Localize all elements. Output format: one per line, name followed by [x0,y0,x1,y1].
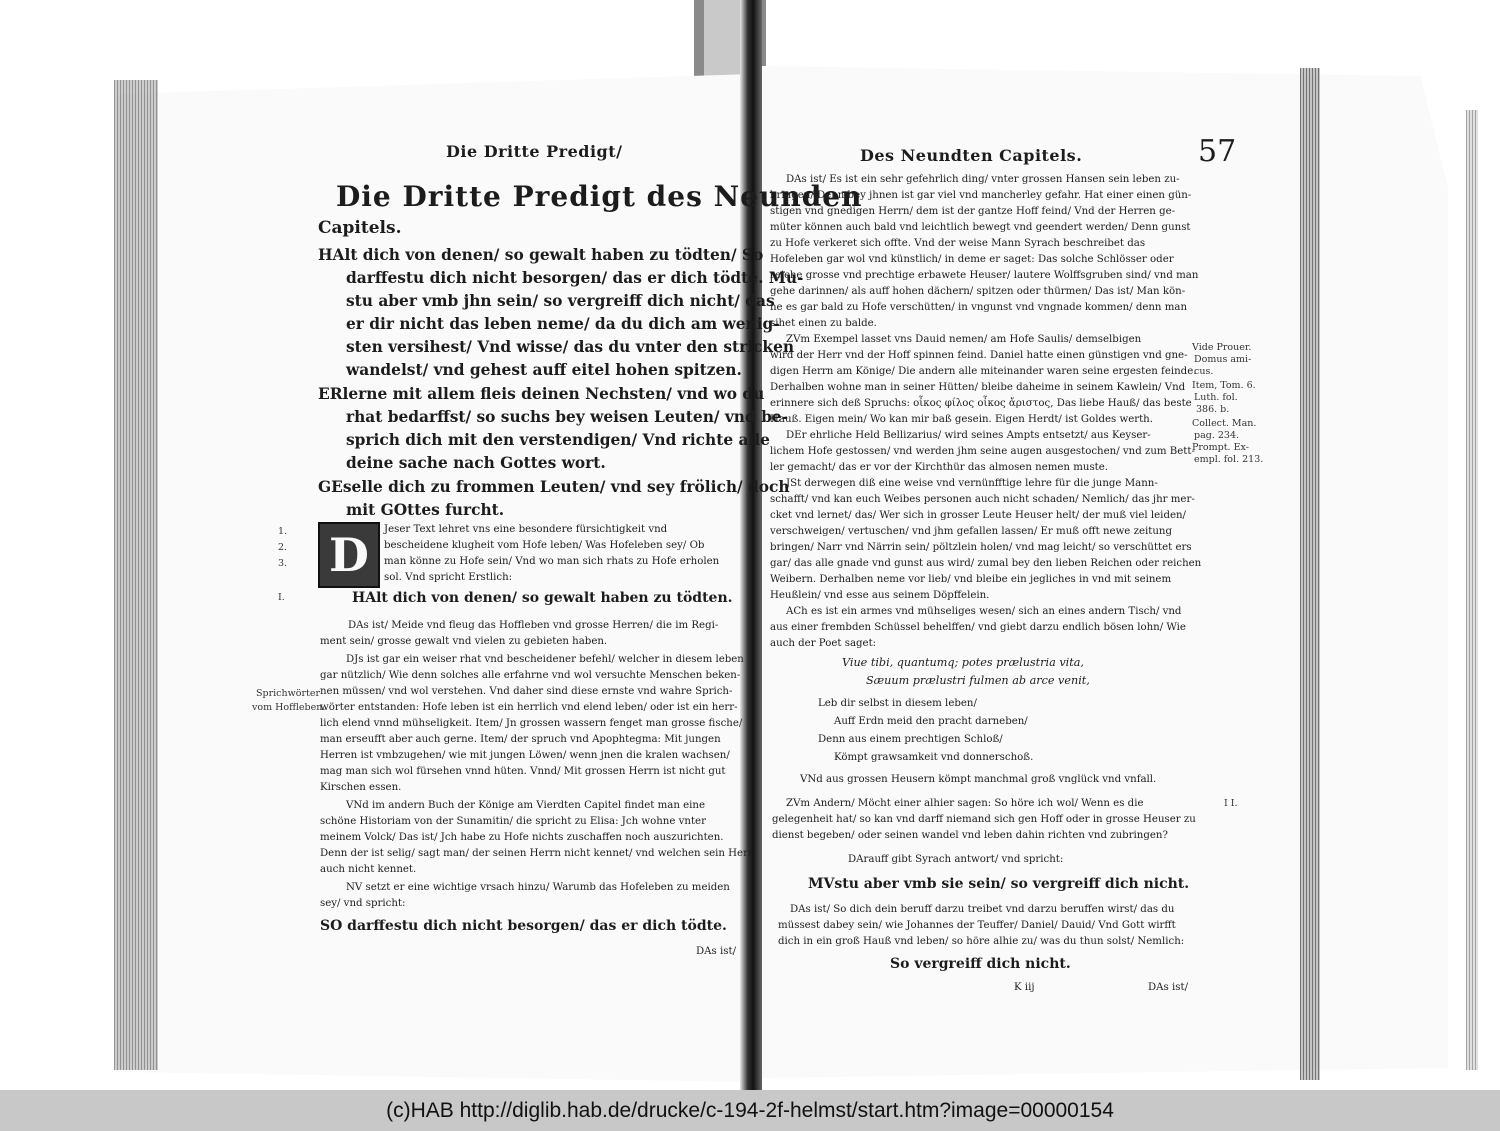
verse-line: darffestu dich nicht besorgen/ das er dich tödte. Mu- [346,269,804,287]
para-line: auch der Poet saget: [770,638,877,649]
para-line: Weibern. Derhalben neme vor lieb/ vnd bleibe ein jegliches in vnd mit seinem [770,574,1172,585]
para-line: DAs ist/ So dich dein beruff darzu treibet vnd darzu beruffen wirst/ das du [790,904,1175,915]
para-line: ler gemacht/ das er vor der Kirchthür das almosen nemen muste. [770,462,1109,473]
chapter-subtitle: Capitels. [318,218,402,238]
para-line: Denn der ist selig/ sagt man/ der seinen Herrn nicht kennet/ vnd welchen sein Herr [320,848,753,859]
scripture-quote: HAlt dich von denen/ so gewalt haben zu tödten. [352,590,733,606]
para-line: schafft/ vnd kan euch Weibes personen auch nicht schaden/ Nemlich/ das jhr mer- [770,494,1195,505]
right-page-edge-outer [1466,110,1478,1070]
marginal-note: Vide Prouer. [1192,342,1252,353]
intro-line: sol. Vnd spricht Erstlich: [384,572,513,583]
catchword: DAs ist/ [696,946,737,957]
para-line: meinem Volck/ Das ist/ Jch habe zu Hofe nichts zuschaffen noch auszurichten. [320,832,724,843]
scripture-quote: MVstu aber vmb sie sein/ so vergreiff dich nicht. [808,876,1190,892]
para-line: VNd im andern Buch der Könige am Vierdten Capitel findet man eine [346,800,705,811]
para-line: gehe darinnen/ als auff hohen dächern/ spitzen oder thürmen/ Das ist/ Man kön- [770,286,1186,297]
marginal-note: empl. fol. 213. [1194,454,1264,465]
page-number: 57 [1198,134,1237,169]
right-running-head: Des Neundten Capitels. [860,146,1083,165]
verse-line: sten versihest/ Vnd wisse/ das du vnter den stricken [346,338,795,356]
para-line: ZVm Exempel lasset vns Dauid nemen/ am Hofe Saulis/ demselbigen [786,334,1142,345]
para-line: NV setzt er eine wichtige vrsach hinzu/ Warumb das Hofeleben zu meiden [346,882,730,893]
book-gutter [740,0,762,1090]
para-line: Kirschen essen. [320,782,402,793]
german-verse: Denn aus einem prechtigen Schloß/ [818,734,1003,745]
marginal-note: Prompt. Ex- [1192,442,1249,453]
german-verse: Auff Erdn meid den pracht darneben/ [834,716,1028,727]
para-line: cket vnd lernet/ das/ Wer sich in grosser Leute Heuser helt/ der muß viel leiden/ [770,510,1186,521]
para-line: wörter entstanden: Hofe leben ist ein herrlich vnd elend leben/ oder ist ein herr- [320,702,738,713]
para-line: gar nützlich/ Wie denn solches alle erfahrne vnd wol versuchte Menschen beken- [320,670,741,681]
para-line: digen Herrn am Könige/ Die andern alle miteinander waren seine ergesten feinde. [770,366,1197,377]
para-line: schöne Historiam von der Sunamitin/ die spricht zu Elisa: Jch wohne vnter [320,816,706,827]
marginal-note: cus. [1194,366,1214,377]
para-line: ne es gar bald zu Hofe verschütten/ in vngunst vnd vngnade kommen/ denn man [770,302,1188,313]
para-line: ZVm Andern/ Möcht einer alhier sagen: So höre ich wol/ Wenn es die [786,798,1144,809]
left-page-edge [114,80,158,1070]
intro-line: Jeser Text lehret vns eine besondere fürsichtigkeit vnd [384,524,668,535]
para-line: DAs ist/ Meide vnd fleug das Hoffleben vnd grosse Herren/ die im Regi- [348,620,719,631]
para-line: bringen/ Denn bey jhnen ist gar viel vnd mancherley gefahr. Hat einer einen gün- [770,190,1192,201]
german-verse: Kömpt grawsamkeit vnd donnerschoß. [834,752,1034,763]
margin-number: I I. [1224,798,1238,809]
verse-line: mit GOttes furcht. [346,501,505,519]
footer-copyright-url: (c)HAB http://diglib.hab.de/drucke/c-194-2f-helmst/start.htm?image=00000154 [0,1090,1500,1131]
marginal-note: Sprichwörter [256,688,320,699]
verse-line: GEselle dich zu frommen Leuten/ vnd sey frölich/ doch [318,478,790,496]
marginal-note: 386. b. [1196,404,1230,415]
para-line: VNd aus grossen Heusern kömpt manchmal groß vnglück vnd vnfall. [800,774,1157,785]
para-line: DArauff gibt Syrach antwort/ vnd spricht: [848,854,1064,865]
chapter-title: Die Dritte Predigt des Neunden [336,180,863,213]
para-line: Hofeleben gar wol vnd künstlich/ in deme er saget: Das solche Schlösser oder [770,254,1174,265]
marginal-note: pag. 234. [1194,430,1240,441]
verse-line: HAlt dich von denen/ so gewalt haben zu tödten/ So [318,246,764,264]
para-line: ment sein/ grosse gewalt vnd vielen zu gebieten haben. [320,636,608,647]
para-line: reiche grosse vnd prechtige erbawete Heuser/ lautere Wolffsgruben sind/ vnd man [770,270,1199,281]
para-line: zu Hofe verkeret sich offte. Vnd der weise Mann Syrach beschreibet das [770,238,1146,249]
intro-line: man könne zu Hofe sein/ Vnd wo man sich rhats zu Hofe erholen [384,556,720,567]
para-line: DAs ist/ Es ist ein sehr gefehrlich ding/ vnter grossen Hansen sein leben zu- [786,174,1180,185]
verse-line: deine sache nach Gottes wort. [346,454,606,472]
para-line: dich in ein groß Hauß vnd leben/ so höre alhie zu/ was du thun solst/ Nemlich: [778,936,1185,947]
marginal-note: Domus ami- [1194,354,1252,365]
verse-line: sprich dich mit den verstendigen/ Vnd richte alle [346,431,770,449]
latin-verse: Sæuum prælustri fulmen ab arce venit, [866,674,1090,687]
para-line: Heußlein/ vnd esse aus seinem Döpffelein. [770,590,990,601]
para-line: Derhalben wohne man in seiner Hütten/ bleibe daheime in seinem Kawlein/ Vnd [770,382,1186,393]
para-line: wird der Herr vnd der Hoff spinnen feind. Daniel hatte einen günstigen vnd gne- [770,350,1188,361]
verse-line: er dir nicht das leben neme/ da du dich am wenig- [346,315,780,333]
para-line: JSt derwegen diß eine weise vnd vernünfftige lehre für die junge Mann- [786,478,1158,489]
intro-line: bescheidene klugheit vom Hofe leben/ Was Hofeleben sey/ Ob [384,540,705,551]
right-page-edge [1300,68,1320,1080]
verse-line: wandelst/ vnd gehest auff eitel hohen spitzen. [346,361,742,379]
margin-number: I. [278,592,285,603]
verse-line: ERlerne mit allem fleis deinen Nechsten/ vnd wo du [318,385,765,403]
marginal-note: Luth. fol. [1194,392,1238,403]
margin-number: 3. [278,558,288,569]
catchword: DAs ist/ [1148,982,1189,993]
para-line: verschweigen/ vertuschen/ vnd jhm gefallen lassen/ Er muß offt newe zeitung [770,526,1172,537]
para-line: lich elend vnnd mühseligkeit. Item/ Jn grossen wassern fenget man grosse fische/ [320,718,743,729]
para-line: lichem Hofe gestossen/ vnd werden jhm seine augen ausgestochen/ vnd zum Bett- [770,446,1195,457]
para-line: ACh es ist ein armes vnd mühseliges wesen/ sich an eines andern Tisch/ vnd [786,606,1182,617]
para-line: nen müssen/ vnd wol verstehen. Vnd daher sind diese ernste vnd wahre Sprich- [320,686,733,697]
para-line: mag man sich wol fürsehen vnnd hüten. Vnnd/ Mit grossen Herrn ist nicht gut [320,766,726,777]
para-line: stigen vnd gnedigen Herrn/ dem ist der gantze Hoff feind/ Vnd der Herren ge- [770,206,1176,217]
para-line: Hauß. Eigen mein/ Wo kan mir baß gesein. Eigen Herdt/ ist Goldes werth. [770,414,1153,425]
para-line: Herren ist vmbzugehen/ wie mit jungen Löwen/ wenn jnen die kralen wachsen/ [320,750,730,761]
german-verse: Leb dir selbst in diesem leben/ [818,698,977,709]
para-line: auch nicht kennet. [320,864,417,875]
latin-verse: Viue tibi, quantumq; potes prælustria vita, [842,656,1084,669]
margin-number: 1. [278,526,288,537]
para-line: erinnere sich deß Spruchs: οἶκος φίλος οἶκος ἄριστος, Das liebe Hauß/ das beste [770,398,1192,409]
marginal-note: Item, Tom. 6. [1192,380,1256,391]
scripture-quote: SO darffestu dich nicht besorgen/ das er dich tödte. [320,918,727,934]
para-line: DEr ehrliche Held Bellizarius/ wird seines Ampts entsetzt/ aus Keyser- [786,430,1151,441]
para-line: gelegenheit hat/ so kan vnd darff niemand sich gen Hoff oder in grosse Heuser zu [772,814,1196,825]
para-line: müter können auch bald vnd leichtlich bewegt vnd geendert werden/ Denn gunst [770,222,1191,233]
para-line: man erseufft aber auch gerne. Item/ der spruch vnd Apophtegma: Mit jungen [320,734,721,745]
signature-mark: K iij [1014,982,1035,993]
left-running-head: Die Dritte Predigt/ [446,142,623,161]
scripture-quote: So vergreiff dich nicht. [890,956,1071,972]
decorated-initial: D [318,522,380,588]
margin-number: 2. [278,542,288,553]
marginal-note: vom Hoffleben. [252,702,326,713]
para-line: bringen/ Narr vnd Närrin sein/ pöltzlein holen/ vnd mag leicht/ so verschüttet ers [770,542,1192,553]
verse-line: stu aber vmb jhn sein/ so vergreiff dich nicht/ das [346,292,775,310]
para-line: gar/ das alle gnade vnd gunst aus wird/ zumal bey den lieben Reichen oder reichen [770,558,1202,569]
marginal-note: Collect. Man. [1192,418,1257,429]
para-line: sihet einen zu balde. [770,318,877,329]
para-line: aus einer frembden Schüssel behelffen/ vnd giebt darzu endlich bösen lohn/ Wie [770,622,1186,633]
para-line: DJs ist gar ein weiser rhat vnd bescheidener befehl/ welcher in diesem leben [346,654,744,665]
para-line: sey/ vnd spricht: [320,898,406,909]
verse-line: rhat bedarffst/ so suchs bey weisen Leuten/ vnd be- [346,408,789,426]
para-line: müssest dabey sein/ wie Johannes der Teuffer/ Daniel/ Dauid/ Vnd Gott wirfft [778,920,1176,931]
para-line: dienst begeben/ oder seinen wandel vnd leben dahin richten vnd zubringen? [772,830,1168,841]
